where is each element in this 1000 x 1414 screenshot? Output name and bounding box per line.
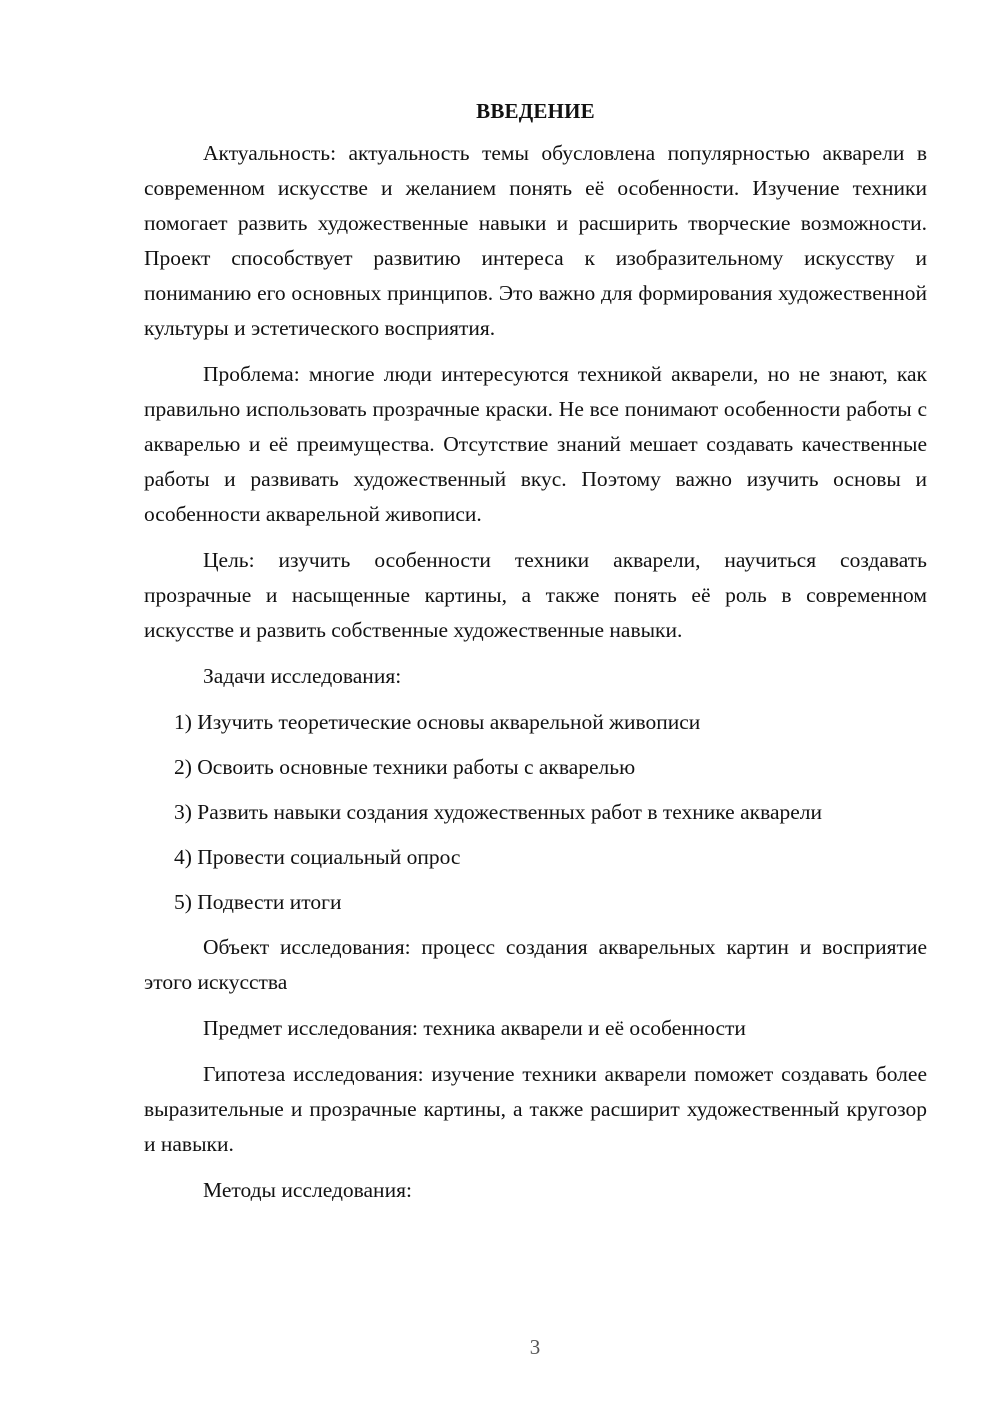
hypothesis-paragraph: Гипотеза исследования: изучение техники акварели поможет создавать более выразительные и прозрачные картины, а также расширит художественный кругозор и навыки. (144, 1062, 927, 1156)
tasks-title: Задачи исследования: (203, 664, 402, 688)
subject-paragraph: Предмет исследования: техника акварели и её особенности (203, 1016, 746, 1040)
methods-title: Методы исследования: (203, 1178, 412, 1202)
list-item: 2) Освоить основные техники работы с акварелью (174, 755, 636, 779)
relevance-paragraph: Актуальность: актуальность темы обусловлена популярностью акварели в современном искусстве и желанием понять её особенности. Изучение техники помогает развить художественные навыки и расширить творческие возможности. Проект способствует развитию интереса к изобразительному искусству и пониманию его основных принципов. Это важно для формирования художественной культуры и эстетического восприятия. (144, 141, 927, 340)
tasks-list (144, 705, 927, 920)
goal-paragraph: Цель: изучить особенности техники акварели, научиться создавать прозрачные и насыщенные картины, а также понять её роль в современном искусстве и развить собственные художественные навыки. (144, 548, 927, 642)
section-heading: ВВЕДЕНИЕ (476, 99, 595, 123)
page-content (144, 96, 927, 1219)
list-item: 5) Подвести итоги (174, 890, 342, 914)
list-item: 3) Развить навыки создания художественных работ в технике акварели (174, 800, 823, 824)
object-paragraph: Объект исследования: процесс создания акварельных картин и восприятие этого искусства (144, 935, 927, 994)
list-item: 4) Провести социальный опрос (174, 845, 461, 869)
problem-paragraph: Проблема: многие люди интересуются техникой акварели, но не знают, как правильно использовать прозрачные краски. Не все понимают особенности работы с акварелью и её преимущества. Отсутствие знаний мешает создавать качественные работы и развивать художественный вкус. Поэтому важно изучить основы и особенности акварельной живописи. (144, 362, 927, 526)
page-number: 3 (529, 1335, 541, 1359)
list-item: 1) Изучить теоретические основы акварельной живописи (174, 710, 701, 734)
